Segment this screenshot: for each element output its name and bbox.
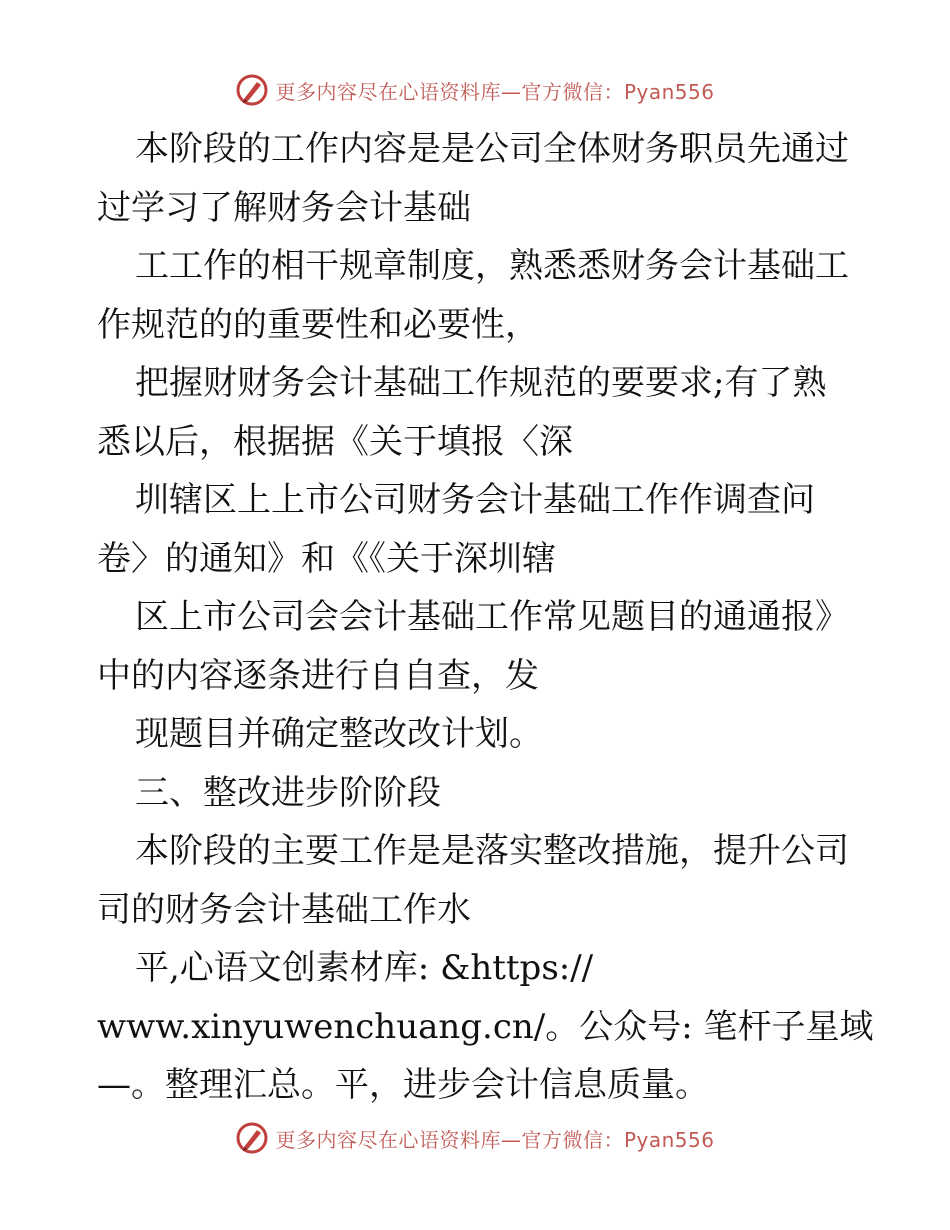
footer-banner-text: 更多内容尽在心语资料库—官方微信：Pyan556 [275,1127,715,1152]
body-line: www.xinyuwenchuang.cn/。公众号: 笔杆子星域 [97,1006,874,1047]
body-line: 圳辖区上上市公司财务会计基础工作作调查问 [135,480,815,520]
body-line: 悉以后，根据据《关于填报〈深 [97,421,573,462]
body-line: 司的财务会计基础工作水 [97,889,471,930]
header-banner [0,70,950,110]
pen-logo-icon [235,1121,269,1155]
pen-logo-icon [235,73,269,107]
body-line: 中的内容逐条进行自自查，发 [97,655,539,696]
body-line: 现题目并确定整改改计划。 [135,714,543,754]
body-line: 卷〉的通知》和《《关于深圳辖 [97,538,556,579]
body-line: 工工作的相干规章制度，熟悉悉财务会计基础工 [135,246,849,286]
body-line: 本阶段的工作内容是是公司全体财务职员先通过 [135,129,849,169]
footer-banner [0,1118,950,1158]
body-line: 过学习了解财务会计基础 [97,187,471,228]
body-line: —。整理汇总。平，进步会计信息质量。 [97,1065,709,1105]
document-body [97,120,887,1115]
body-line: 区上市公司会会计基础工作常见题目的通通报》 [135,597,849,637]
body-line: 把握财财务会计基础工作规范的要要求;有了熟 [135,363,827,403]
body-line: 作规范的的重要性和必要性， [97,304,539,345]
header-banner-text: 更多内容尽在心语资料库—官方微信：Pyan556 [275,79,715,104]
body-line: 本阶段的主要工作是是落实整改措施，提升公司 [135,831,849,871]
section-heading: 三、整改进步阶阶段 [135,772,441,813]
body-line: 平,心语文创素材库: &https:// [135,948,594,988]
